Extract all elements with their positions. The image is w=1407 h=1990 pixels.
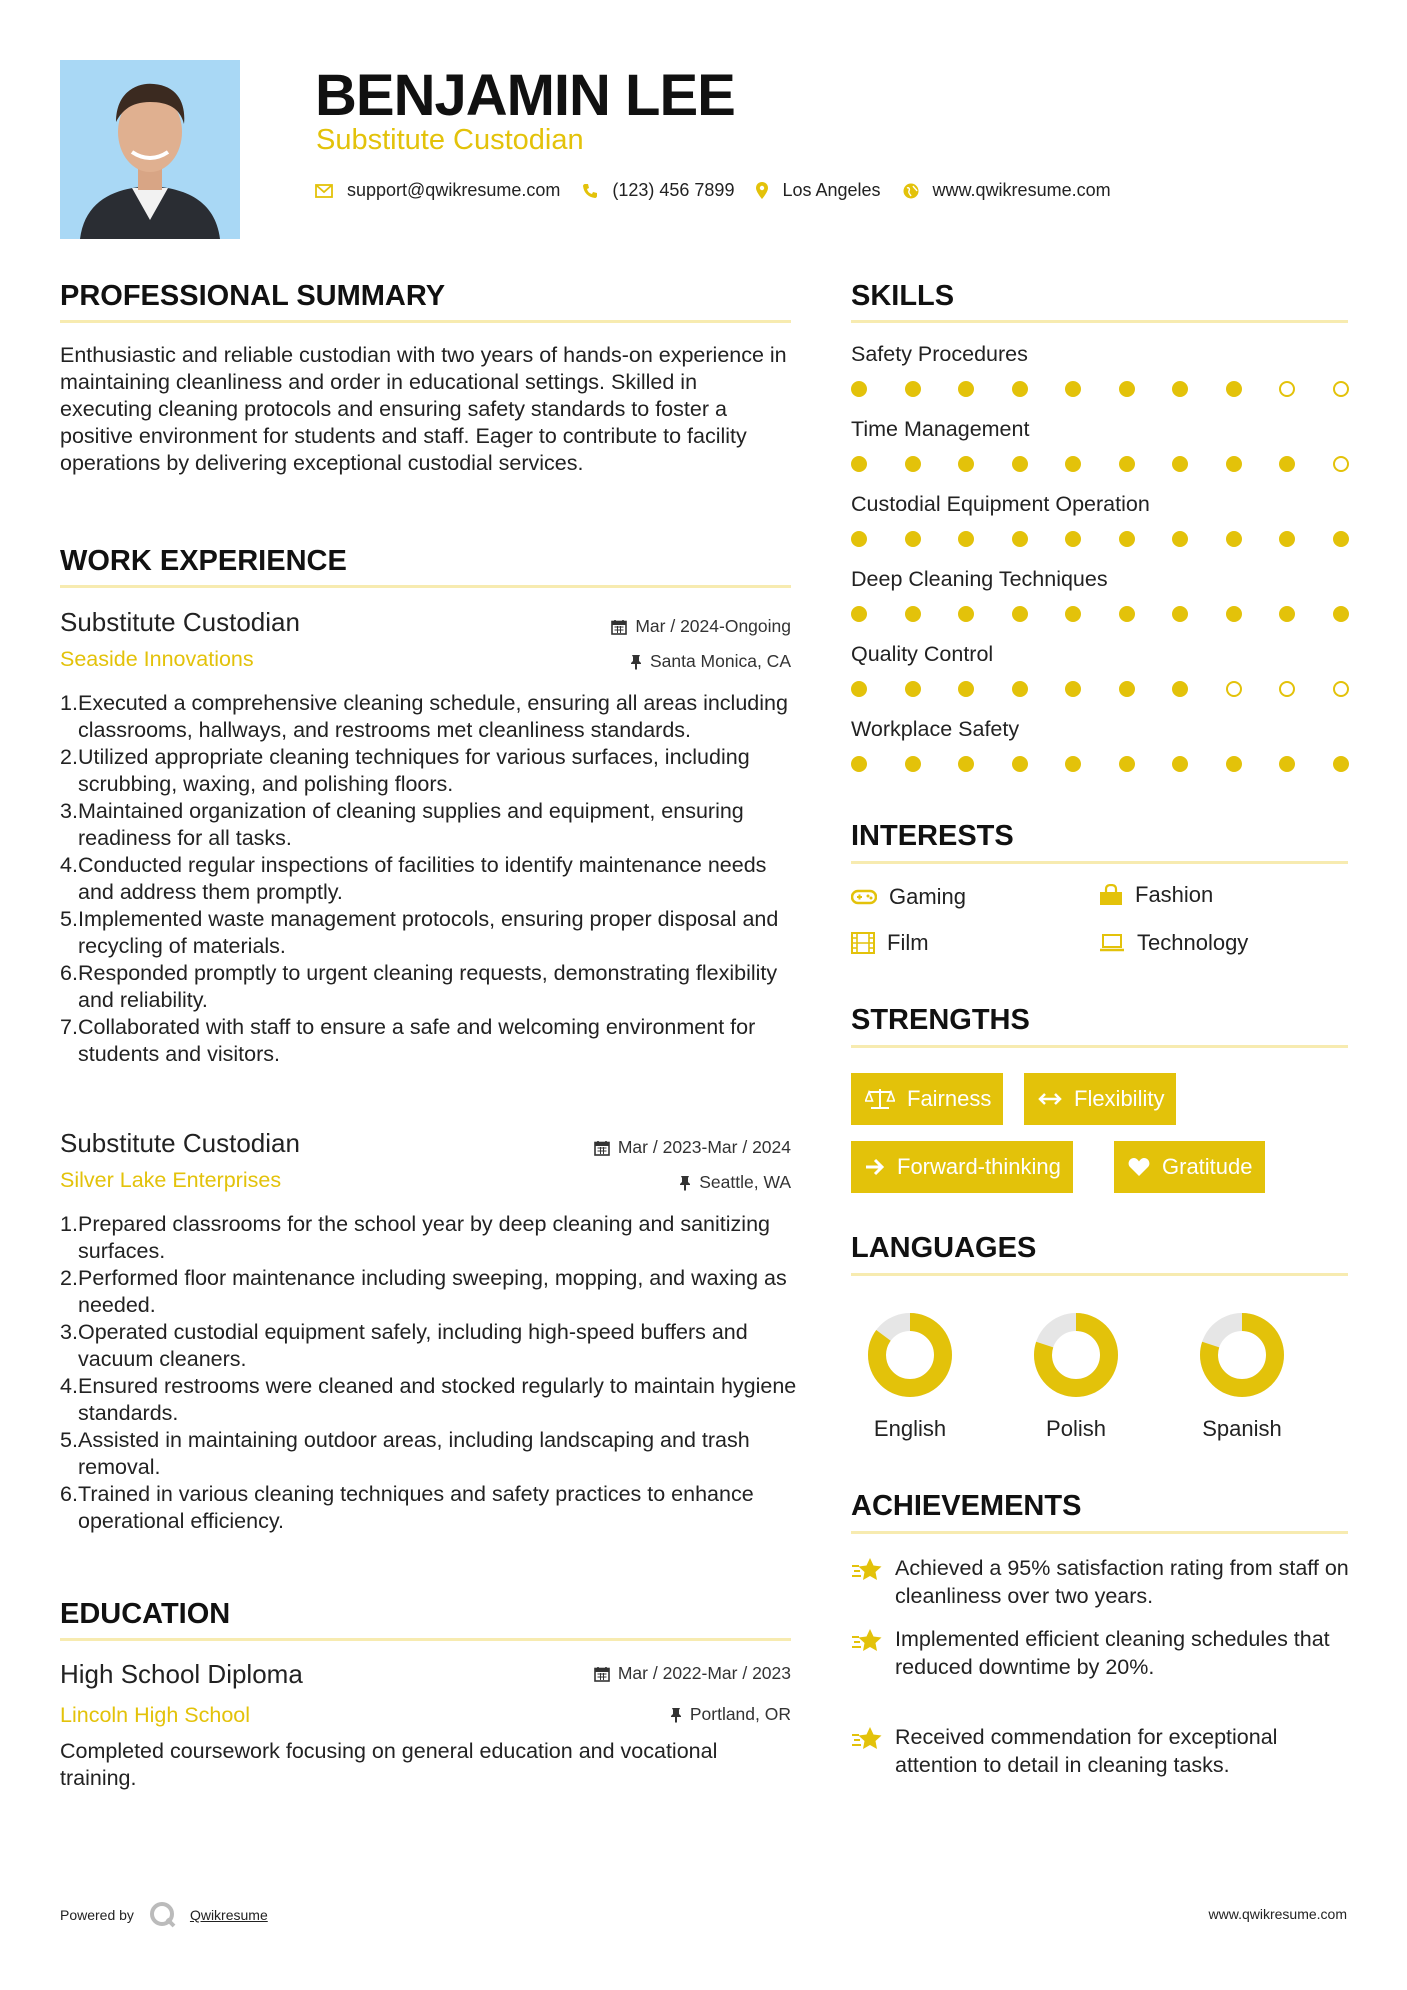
job-date xyxy=(611,616,791,637)
phone-icon xyxy=(582,183,598,199)
star-icon xyxy=(851,1556,883,1582)
strength-badge xyxy=(1024,1073,1176,1125)
rating-dot-filled xyxy=(1012,681,1028,697)
rating-dot-empty xyxy=(1279,681,1295,697)
brand-link[interactable]: Qwikresume xyxy=(189,1907,268,1923)
list-item: 3. Operated custodial equipment safely, including high-speed buffers and vacuum cleaners. xyxy=(60,1320,748,1371)
skill-rating xyxy=(851,531,1349,547)
job-title: Substitute Custodian xyxy=(60,607,300,637)
rating-dot-filled xyxy=(905,531,921,547)
rating-dot-filled xyxy=(1172,606,1188,622)
rating-dot-filled xyxy=(1279,531,1295,547)
candidate-title: Substitute Custodian xyxy=(316,124,584,156)
phone-text: (123) 456 7899 xyxy=(612,180,735,200)
rating-dot-filled xyxy=(1065,456,1081,472)
strength-badge xyxy=(1114,1141,1265,1193)
rating-dot-filled xyxy=(1333,531,1349,547)
interest-label: Fashion xyxy=(1135,882,1214,907)
skills-divider xyxy=(851,320,1348,323)
interest-label: Film xyxy=(887,930,929,955)
strength-label: Forward-thinking xyxy=(897,1154,1061,1179)
rating-dot-filled xyxy=(851,606,867,622)
experience-divider xyxy=(60,585,791,588)
degree-title: High School Diploma xyxy=(60,1659,303,1689)
rating-dot-filled xyxy=(1119,456,1135,472)
rating-dot-filled xyxy=(958,381,974,397)
achievement-item xyxy=(851,1723,1351,1779)
job-location xyxy=(679,1172,791,1193)
rating-dot-filled xyxy=(1119,606,1135,622)
summary-heading: PROFESSIONAL SUMMARY xyxy=(60,280,446,312)
list-item: 1. Executed a comprehensive cleaning schedule, ensuring all areas including classrooms, hallways, and restrooms met cleanliness standards. xyxy=(60,691,788,742)
rating-dot-filled xyxy=(1172,381,1188,397)
language-donut xyxy=(1031,1310,1121,1400)
list-item: 5. Assisted in maintaining outdoor areas, including landscaping and trash removal. xyxy=(60,1428,750,1479)
location-text: Los Angeles xyxy=(782,180,881,200)
rating-dot-filled xyxy=(1012,531,1028,547)
rating-dot-filled xyxy=(1226,531,1242,547)
achievement-text: Received commendation for exceptional attention to detail in cleaning tasks. xyxy=(895,1725,1278,1777)
laptop-icon xyxy=(1099,934,1125,952)
interest-label: Gaming xyxy=(889,884,967,909)
interest-fashion xyxy=(1099,882,1213,908)
rating-dot-filled xyxy=(905,681,921,697)
rating-dot-filled xyxy=(905,606,921,622)
language-name: Spanish xyxy=(1202,1416,1282,1441)
map-pin-icon xyxy=(756,182,768,199)
envelope-icon xyxy=(315,184,333,198)
job-date xyxy=(594,1137,791,1158)
list-item: 3. Maintained organization of cleaning supplies and equipment, ensuring readiness for all tasks. xyxy=(60,799,744,850)
rating-dot-filled xyxy=(1279,456,1295,472)
language-name: English xyxy=(873,1416,947,1441)
rating-dot-filled xyxy=(1065,756,1081,772)
rating-dot-filled xyxy=(1226,606,1242,622)
qwikresume-logo-icon xyxy=(148,1900,178,1930)
candidate-name: BENJAMIN LEE xyxy=(315,63,735,128)
rating-dot-filled xyxy=(1012,606,1028,622)
job-title: Substitute Custodian xyxy=(60,1128,300,1158)
languages-heading: LANGUAGES xyxy=(851,1232,1037,1264)
rating-dot-filled xyxy=(1119,756,1135,772)
rating-dot-empty xyxy=(1333,381,1349,397)
skills-heading: SKILLS xyxy=(851,280,955,312)
education-heading: EDUCATION xyxy=(60,1598,231,1630)
arrows-horizontal-icon xyxy=(1038,1092,1062,1106)
rating-dot-filled xyxy=(1119,681,1135,697)
achievement-text: Achieved a 95% satisfaction rating from staff on cleanliness over two years. xyxy=(895,1556,1349,1608)
rating-dot-filled xyxy=(851,381,867,397)
rating-dot-filled xyxy=(1065,531,1081,547)
skill-rating xyxy=(851,456,1349,472)
rating-dot-filled xyxy=(1279,606,1295,622)
experience-heading: WORK EXPERIENCE xyxy=(60,545,347,577)
interests-heading: INTERESTS xyxy=(851,820,1014,852)
star-icon xyxy=(851,1725,883,1751)
school-name: Lincoln High School xyxy=(60,1703,251,1727)
skill-name: Deep Cleaning Techniques xyxy=(851,567,1108,591)
list-item: 4. Ensured restrooms were cleaned and stocked regularly to maintain hygiene standards. xyxy=(60,1374,797,1425)
footer-powered-by xyxy=(60,1900,268,1930)
skill-rating xyxy=(851,381,1349,397)
heart-icon xyxy=(1128,1157,1150,1177)
powered-by-text: Powered by xyxy=(60,1907,134,1923)
skill-name: Time Management xyxy=(851,417,1030,441)
rating-dot-filled xyxy=(851,531,867,547)
interests-divider xyxy=(851,861,1348,864)
rating-dot-filled xyxy=(1333,756,1349,772)
rating-dot-filled xyxy=(1172,681,1188,697)
profile-photo xyxy=(60,60,240,239)
education-description: Completed coursework focusing on general education and vocational training. xyxy=(60,1739,718,1790)
strength-badge xyxy=(851,1073,1003,1125)
rating-dot-filled xyxy=(1065,381,1081,397)
person-photo-icon xyxy=(60,60,240,239)
arrow-right-icon xyxy=(865,1158,885,1176)
rating-dot-filled xyxy=(851,456,867,472)
globe-icon xyxy=(903,183,919,199)
rating-dot-empty xyxy=(1333,681,1349,697)
rating-dot-filled xyxy=(1333,606,1349,622)
list-item: 4. Conducted regular inspections of facilities to identify maintenance needs and address them promptly. xyxy=(60,853,767,904)
rating-dot-filled xyxy=(958,531,974,547)
achievements-divider xyxy=(851,1531,1348,1534)
contact-website[interactable] xyxy=(903,180,1111,201)
rating-dot-filled xyxy=(1172,756,1188,772)
strengths-heading: STRENGTHS xyxy=(851,1004,1030,1036)
list-item: 5. Implemented waste management protocols, ensuring proper disposal and recycling of materials. xyxy=(60,907,779,958)
rating-dot-filled xyxy=(851,756,867,772)
list-item: 1. Prepared classrooms for the school year by deep cleaning and sanitizing surfaces. xyxy=(60,1212,770,1263)
job-location xyxy=(630,651,791,672)
rating-dot-filled xyxy=(958,456,974,472)
achievement-item xyxy=(851,1554,1351,1610)
contact-email[interactable] xyxy=(315,180,560,201)
interest-technology xyxy=(1099,930,1248,956)
strength-label: Gratitude xyxy=(1162,1154,1253,1179)
skill-rating xyxy=(851,606,1349,622)
rating-dot-filled xyxy=(1172,531,1188,547)
language-name: Polish xyxy=(1046,1416,1106,1441)
language-donut xyxy=(1197,1310,1287,1400)
pushpin-icon xyxy=(670,1707,682,1723)
job-date-text: Mar / 2023-Mar / 2024 xyxy=(617,1137,791,1157)
rating-dot-filled xyxy=(1119,531,1135,547)
contact-location xyxy=(756,180,880,201)
job-location-text: Santa Monica, CA xyxy=(649,651,791,671)
skill-name: Workplace Safety xyxy=(851,717,1020,741)
contact-phone[interactable] xyxy=(582,180,734,201)
skill-name: Safety Procedures xyxy=(851,342,1028,366)
job-company: Seaside Innovations xyxy=(60,647,254,671)
strength-label: Fairness xyxy=(907,1086,992,1111)
rating-dot-filled xyxy=(851,681,867,697)
calendar-icon xyxy=(611,619,627,635)
interest-gaming xyxy=(851,884,966,910)
rating-dot-filled xyxy=(1279,756,1295,772)
rating-dot-filled xyxy=(1119,381,1135,397)
list-item: 6. Responded promptly to urgent cleaning requests, demonstrating flexibility and reliability. xyxy=(60,961,778,1012)
job-date-text: Mar / 2024-Ongoing xyxy=(635,616,791,636)
pushpin-icon xyxy=(630,654,642,670)
rating-dot-empty xyxy=(1333,456,1349,472)
rating-dot-filled xyxy=(1065,606,1081,622)
rating-dot-filled xyxy=(905,381,921,397)
rating-dot-filled xyxy=(1226,456,1242,472)
list-item: 2. Utilized appropriate cleaning techniques for various surfaces, including scrubbing, waxing, and polishing floors. xyxy=(60,745,750,796)
rating-dot-filled xyxy=(1226,756,1242,772)
skill-name: Custodial Equipment Operation xyxy=(851,492,1150,516)
rating-dot-filled xyxy=(1065,681,1081,697)
strength-label: Flexibility xyxy=(1074,1086,1165,1111)
calendar-icon xyxy=(594,1140,610,1156)
achievement-item xyxy=(851,1625,1351,1681)
email-text: support@qwikresume.com xyxy=(347,180,561,200)
rating-dot-filled xyxy=(905,756,921,772)
rating-dot-filled xyxy=(1012,756,1028,772)
language-donut xyxy=(865,1310,955,1400)
star-icon xyxy=(851,1627,883,1653)
rating-dot-filled xyxy=(1012,381,1028,397)
rating-dot-filled xyxy=(905,456,921,472)
achievements-heading: ACHIEVEMENTS xyxy=(851,1490,1082,1522)
rating-dot-empty xyxy=(1226,681,1242,697)
rating-dot-filled xyxy=(1226,381,1242,397)
rating-dot-filled xyxy=(958,756,974,772)
gamepad-icon xyxy=(851,889,877,905)
summary-text: Enthusiastic and reliable custodian with two years of hands-on experience in maintaining cleanliness and order in educational settings. Skilled in executing cleaning protocols and ensuring safety standards to foster a positive environment for students and staff. Eager to contribute to facility operations by delivering exceptional custodial services. xyxy=(60,343,787,475)
job-location-text: Seattle, WA xyxy=(699,1172,791,1192)
summary-divider xyxy=(60,320,791,323)
education-location xyxy=(670,1704,791,1725)
rating-dot-empty xyxy=(1279,381,1295,397)
skill-rating xyxy=(851,681,1349,697)
languages-divider xyxy=(851,1273,1348,1276)
list-item: 2. Performed floor maintenance including sweeping, mopping, and waxing as needed. xyxy=(60,1266,787,1317)
strengths-divider xyxy=(851,1045,1348,1048)
job-bullets xyxy=(60,690,800,1068)
job-company: Silver Lake Enterprises xyxy=(60,1168,282,1192)
rating-dot-filled xyxy=(958,606,974,622)
interest-label: Technology xyxy=(1137,930,1249,955)
job-bullets xyxy=(60,1211,800,1535)
skill-name: Quality Control xyxy=(851,642,994,666)
bag-icon xyxy=(1099,884,1123,906)
education-date-text: Mar / 2022-Mar / 2023 xyxy=(617,1663,791,1683)
strength-badge xyxy=(851,1141,1073,1193)
education-divider xyxy=(60,1638,791,1641)
list-item: 7. Collaborated with staff to ensure a safe and welcoming environment for students and visitors. xyxy=(60,1015,756,1066)
rating-dot-filled xyxy=(1012,456,1028,472)
calendar-icon xyxy=(594,1666,610,1682)
skill-rating xyxy=(851,756,1349,772)
website-text: www.qwikresume.com xyxy=(932,180,1111,200)
contact-bar xyxy=(315,180,1133,201)
education-location-text: Portland, OR xyxy=(689,1704,791,1724)
rating-dot-filled xyxy=(1172,456,1188,472)
list-item: 6. Trained in various cleaning techniques and safety practices to enhance operational efficiency. xyxy=(60,1482,754,1533)
scale-icon xyxy=(865,1087,895,1111)
rating-dot-filled xyxy=(958,681,974,697)
film-icon xyxy=(851,932,875,954)
education-date xyxy=(594,1663,791,1684)
achievement-text: Implemented efficient cleaning schedules that reduced downtime by 20%. xyxy=(895,1627,1330,1679)
interest-film xyxy=(851,930,929,956)
footer-site[interactable]: www.qwikresume.com xyxy=(1208,1906,1347,1922)
pushpin-icon xyxy=(679,1175,691,1191)
